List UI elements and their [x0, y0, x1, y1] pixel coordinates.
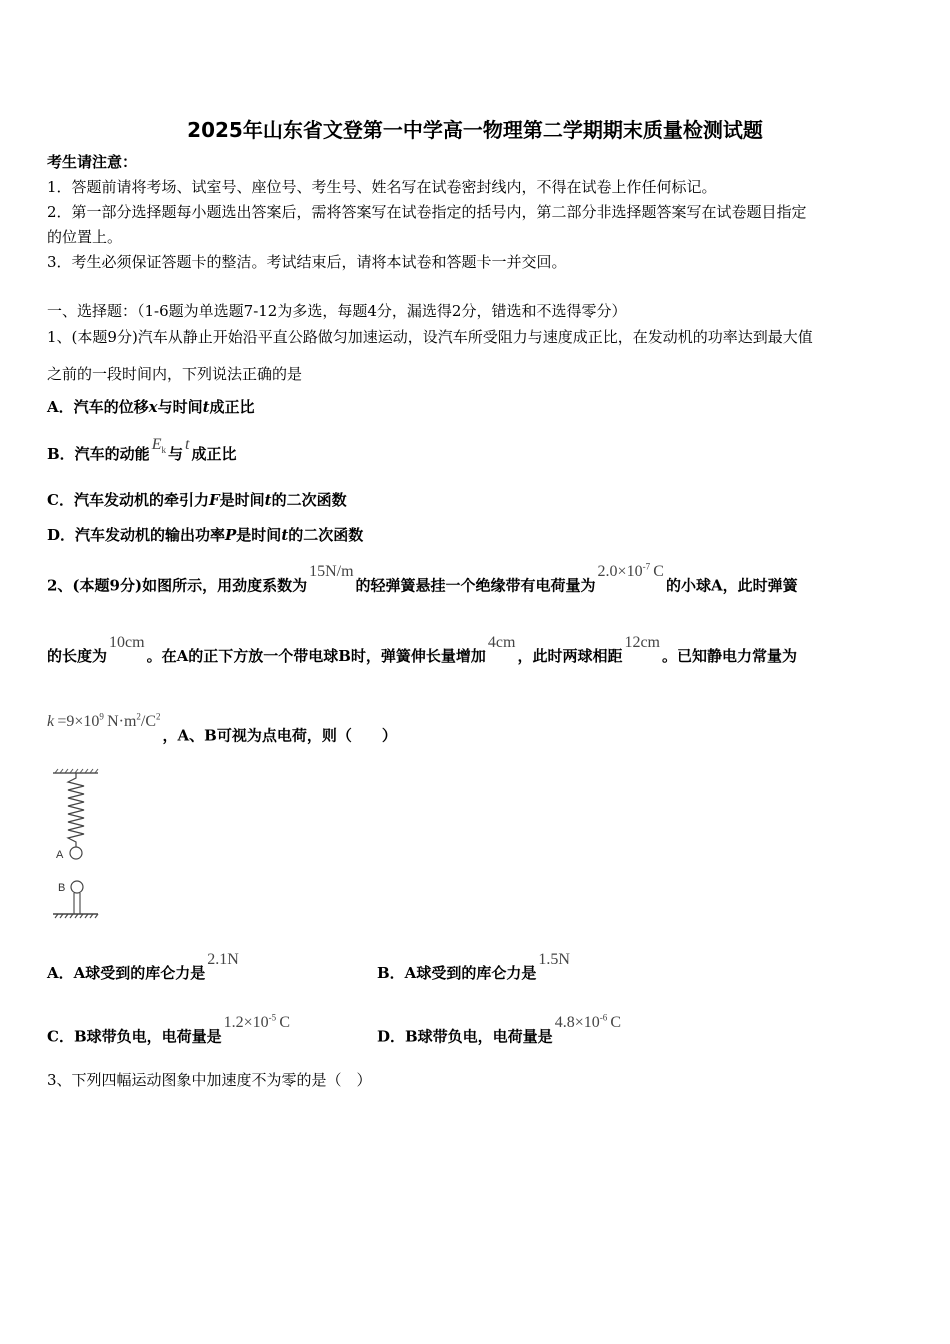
q1-option-a-text3: 成正比	[209, 398, 255, 416]
q1-option-b-text1: B．汽车的动能	[47, 445, 150, 463]
q1-option-c-text3: 的二次函数	[271, 491, 347, 509]
q2-text2: 的轻弹簧悬挂一个绝缘带有电荷量为	[355, 576, 596, 595]
q2-option-b-text: B．A球受到的库仑力是	[377, 964, 537, 982]
q1-option-b-text3: 成正比	[191, 445, 237, 463]
q1-option-d-text2: 是时间	[236, 526, 282, 544]
q1-option-d-var-p: P	[225, 526, 237, 544]
q2-option-c-exp: -5	[268, 1013, 277, 1023]
q2-option-c-value	[224, 1014, 290, 1031]
q1-option-c-text2: 是时间	[219, 491, 265, 509]
q2-option-d	[377, 1013, 623, 1047]
stand	[53, 893, 98, 918]
q2-charge-a-exp: -7	[642, 562, 651, 572]
q1-option-b-sub-k: k	[161, 445, 166, 456]
q2-stem-line1	[47, 562, 798, 596]
q2-option-d-text: D．B球带负电，电荷量是	[377, 1027, 553, 1046]
notice-heading: 考生请注意：	[47, 153, 138, 171]
q2-distance: 12cm	[624, 634, 660, 651]
q2-text4: 的长度为	[47, 647, 108, 665]
q2-option-c-unit: C	[279, 1014, 291, 1032]
q2-text1: 2、(本题9分)如图所示，用劲度系数为	[47, 576, 308, 595]
spring-figure	[48, 768, 108, 926]
q1-option-d-var-t: t	[281, 526, 289, 544]
q1-option-d	[47, 525, 363, 545]
ball-b	[71, 881, 83, 893]
q2-kc-exp: 9	[99, 712, 104, 722]
q2-option-a-value: 2.1N	[207, 951, 239, 968]
q3-stem: 3、下列四幅运动图象中加速度不为零的是（ ）	[47, 1071, 372, 1089]
q2-option-a-text: A．A球受到的库仑力是	[47, 964, 206, 982]
q2-spring-constant: 15N/m	[309, 563, 354, 581]
q1-option-d-text3: 的二次函数	[288, 526, 364, 544]
q1-stem-line2: 之前的一段时间内，下列说法正确的是	[47, 365, 303, 383]
notice-item-2b: 的位置上。	[47, 228, 123, 246]
q2-text5: 。在A的正下方放一个带电球B时，弹簧伸长量增加	[146, 647, 486, 665]
q2-option-d-unit: C	[610, 1014, 622, 1032]
notice-item-3: 3．考生必须保证答题卡的整洁。考试结束后，请将本试卷和答题卡一并交回。	[47, 253, 567, 271]
section-heading: 一、选择题：（1-6题为单选题7-12为多选，每题4分，漏选得2分，错选和不选得零分）	[47, 302, 627, 320]
q2-text6: ，此时两球相距	[517, 647, 623, 665]
q2-length: 10cm	[109, 634, 145, 651]
ball-a-label: A	[56, 849, 64, 861]
q2-kc-var: k	[47, 713, 55, 731]
q1-option-b	[47, 436, 237, 470]
q1-option-b-var-t: t	[184, 436, 190, 453]
q2-charge-a-unit: C	[653, 563, 664, 581]
ball-a	[70, 847, 82, 859]
q2-option-c-base: 1.2×10	[223, 1014, 269, 1032]
q2-charge-a-base: 2.0×10	[597, 563, 643, 581]
q2-kc-exp2: 2	[136, 712, 141, 722]
q2-text3: 的小球A，此时弹簧	[665, 576, 798, 595]
q2-option-c	[47, 1013, 292, 1047]
q1-option-c-text1: C．汽车发动机的牵引力	[47, 491, 209, 509]
q1-option-a-var-x: x	[148, 398, 158, 416]
ceiling	[53, 769, 98, 773]
q2-kc-unit2: /C	[140, 713, 157, 731]
q2-kc-exp3: 2	[156, 712, 161, 722]
notice-item-2a: 2．第一部分选择题每小题选出答案后，需将答案写在试卷指定的括号内，第二部分非选择题答案写在试卷题目指定	[47, 203, 807, 221]
q1-option-c-var-t: t	[264, 491, 272, 509]
q2-option-b	[377, 951, 572, 984]
ball-b-label: B	[58, 882, 66, 894]
q1-option-a-text2: 与时间	[157, 398, 203, 416]
q2-option-d-value	[555, 1014, 621, 1031]
q1-option-b-var-e: E	[151, 436, 162, 453]
notice-item-1: 1．答题前请将考场、试室号、座位号、考生号、姓名写在试卷密封线内，不得在试卷上作任何标记。	[47, 178, 717, 196]
q1-stem-line1: 1、(本题9分)汽车从静止开始沿平直公路做匀加速运动，设汽车所受阻力与速度成正比，在发动机的功率达到最大值	[47, 328, 813, 346]
q1-option-a	[47, 397, 255, 417]
q2-kc-unit: N·m	[107, 713, 137, 731]
q2-option-a	[47, 951, 241, 984]
q2-stem-line2	[47, 634, 798, 667]
q2-text8: ，A、B可视为点电荷，则（ ）	[162, 726, 397, 745]
q1-option-b-math-ek	[151, 436, 166, 456]
q2-option-c-text: C．B球带负电，电荷量是	[47, 1027, 222, 1046]
q2-extension: 4cm	[487, 634, 516, 651]
q2-option-b-value: 1.5N	[538, 951, 570, 968]
page-title: 2025年山东省文登第一中学高一物理第二学期期末质量检测试题	[187, 118, 763, 142]
spring-coil	[68, 773, 84, 848]
q2-stem-line3	[47, 712, 397, 746]
q2-kc-mid: =9×10	[57, 713, 100, 731]
q1-option-d-text1: D．汽车发动机的输出功率	[47, 526, 226, 544]
q1-option-b-text2: 与	[167, 445, 183, 463]
q1-option-c	[47, 490, 347, 510]
q1-option-a-text1: A．汽车的位移	[47, 398, 149, 416]
q2-coulomb-constant	[47, 713, 161, 730]
q1-option-c-var-f: F	[208, 491, 220, 509]
q1-option-a-var-t: t	[202, 398, 210, 416]
q2-charge-a	[598, 563, 664, 580]
q2-text7: 。已知静电力常量为	[662, 647, 798, 665]
q2-option-d-base: 4.8×10	[554, 1014, 600, 1032]
q2-option-d-exp: -6	[599, 1013, 608, 1023]
